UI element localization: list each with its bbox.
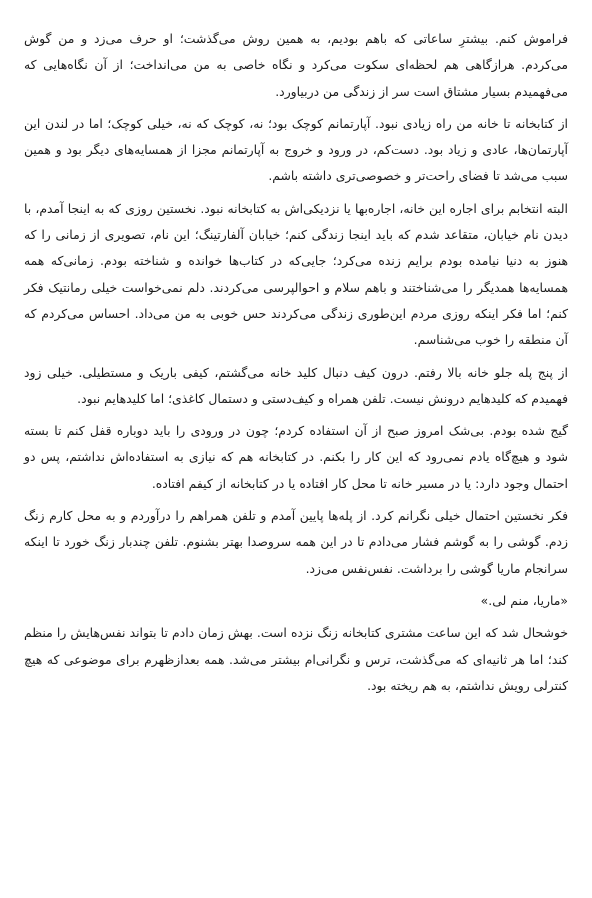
paragraph-7-dialogue: «ماریا، منم لی.»: [480, 592, 568, 608]
paragraph-3: البته انتخابم برای اجاره این خانه، اجاره‌بها یا نزدیکی‌اش به کتابخانه نبود. نخستین روزی که به اینجا آمدم، با دیدن نام خیابان، متقاعد شدم که باید اینجا زندگی کنم؛ خیابان آلفارتینگ؛ این نام، تصویری از زمانی را که هنوز به دنیا نیامده بودم برایم زنده می‌کرد؛ جایی‌که در کتاب‌ها خوانده و شناخته بودم. زمانی‌که همه همسایه‌ها همدیگر را می‌شناختند و باهم سلام و احوالپرسی می‌کردند. دلم نمی‌خواست خیلی رمانتیک فکر کنم؛ اما فکر اینکه روزی مردم این‌طوری زندگی می‌کردند حس خوبی به من می‌داد. احساس می‌کردم که آن منطقه را خوب می‌شناسم.: [24, 200, 568, 348]
paragraph-2: از کتابخانه تا خانه من راه زیادی نبود. آپارتمانم کوچک بود؛ نه، کوچک که نه، خیلی کوچک؛ اما در لندن این آپارتمان‌ها، عادی و زیاد بود. دست‌کم، در ورود و خروج به آپارتمانم مجزا از همسایه‌های دیگر بود و همین سبب می‌شد تا فضای راحت‌تر و خصوصی‌تری داشته باشم.: [24, 115, 568, 184]
paragraph-4: از پنج پله جلو خانه بالا رفتم. درون کیف دنبال کلید خانه می‌گشتم، کیفی باریک و مستطیلی. خیلی زود فهمیدم که کلیدهایم درونش نیست. تلفن همراه و کیف‌دستی و دستمال کاغذی؛ اما کلیدهایم نبود.: [24, 364, 568, 406]
book-page: [24, 26, 568, 705]
paragraph-1: فراموش کنم. بیشترِ ساعاتی که باهم بودیم، به همین روش می‌گذشت؛ او حرف می‌زد و من گوش می‌کردم. هرازگاهی هم لحظه‌ای سکوت می‌کرد و نگاه خاصی به من می‌انداخت؛ از آن نگاه‌هایی که می‌فهمیدم بسیار مشتاق است سر از زندگی من دربیاورد.: [24, 31, 568, 99]
paragraph-8: خوشحال شد که این ساعت مشتری کتابخانه زنگ نزده است. بهش زمان دادم تا بتواند نفس‌هایش را منظم کند؛ اما هر ثانیه‌ای که می‌گذشت، ترس و نگرانی‌ام بیشتر می‌شد. همه بعدازظهرم برای موضوعی که هیچ کنترلی رویش نداشتم، به هم ریخته بود.: [24, 625, 568, 693]
paragraph-5: گیج شده بودم. بی‌شک امروز صبح از آن استفاده کردم؛ چون در ورودی را باید دوباره قفل کنم تا بسته شود و هیچ‌گاه یادم نمی‌رود که این کار را بکنم. در کتابخانه هم که نیازی به استفاده‌اش نداشتم، پس دو احتمال وجود دارد: یا در مسیر خانه تا محل کار افتاده یا در کتابخانه از کیفم افتاده.: [24, 423, 568, 491]
paragraph-6: فکر نخستین احتمال خیلی نگرانم کرد. از پله‌ها پایین آمدم و تلفن همراهم را درآوردم و به محل کارم زنگ زدم. گوشی را به گوشم فشار می‌دادم تا در این همه سروصدا بهتر بشنوم. تلفن چندبار زنگ خورد تا اینکه سرانجام ماریا گوشی را برداشت. نفس‌نفس می‌زد.: [24, 508, 568, 576]
